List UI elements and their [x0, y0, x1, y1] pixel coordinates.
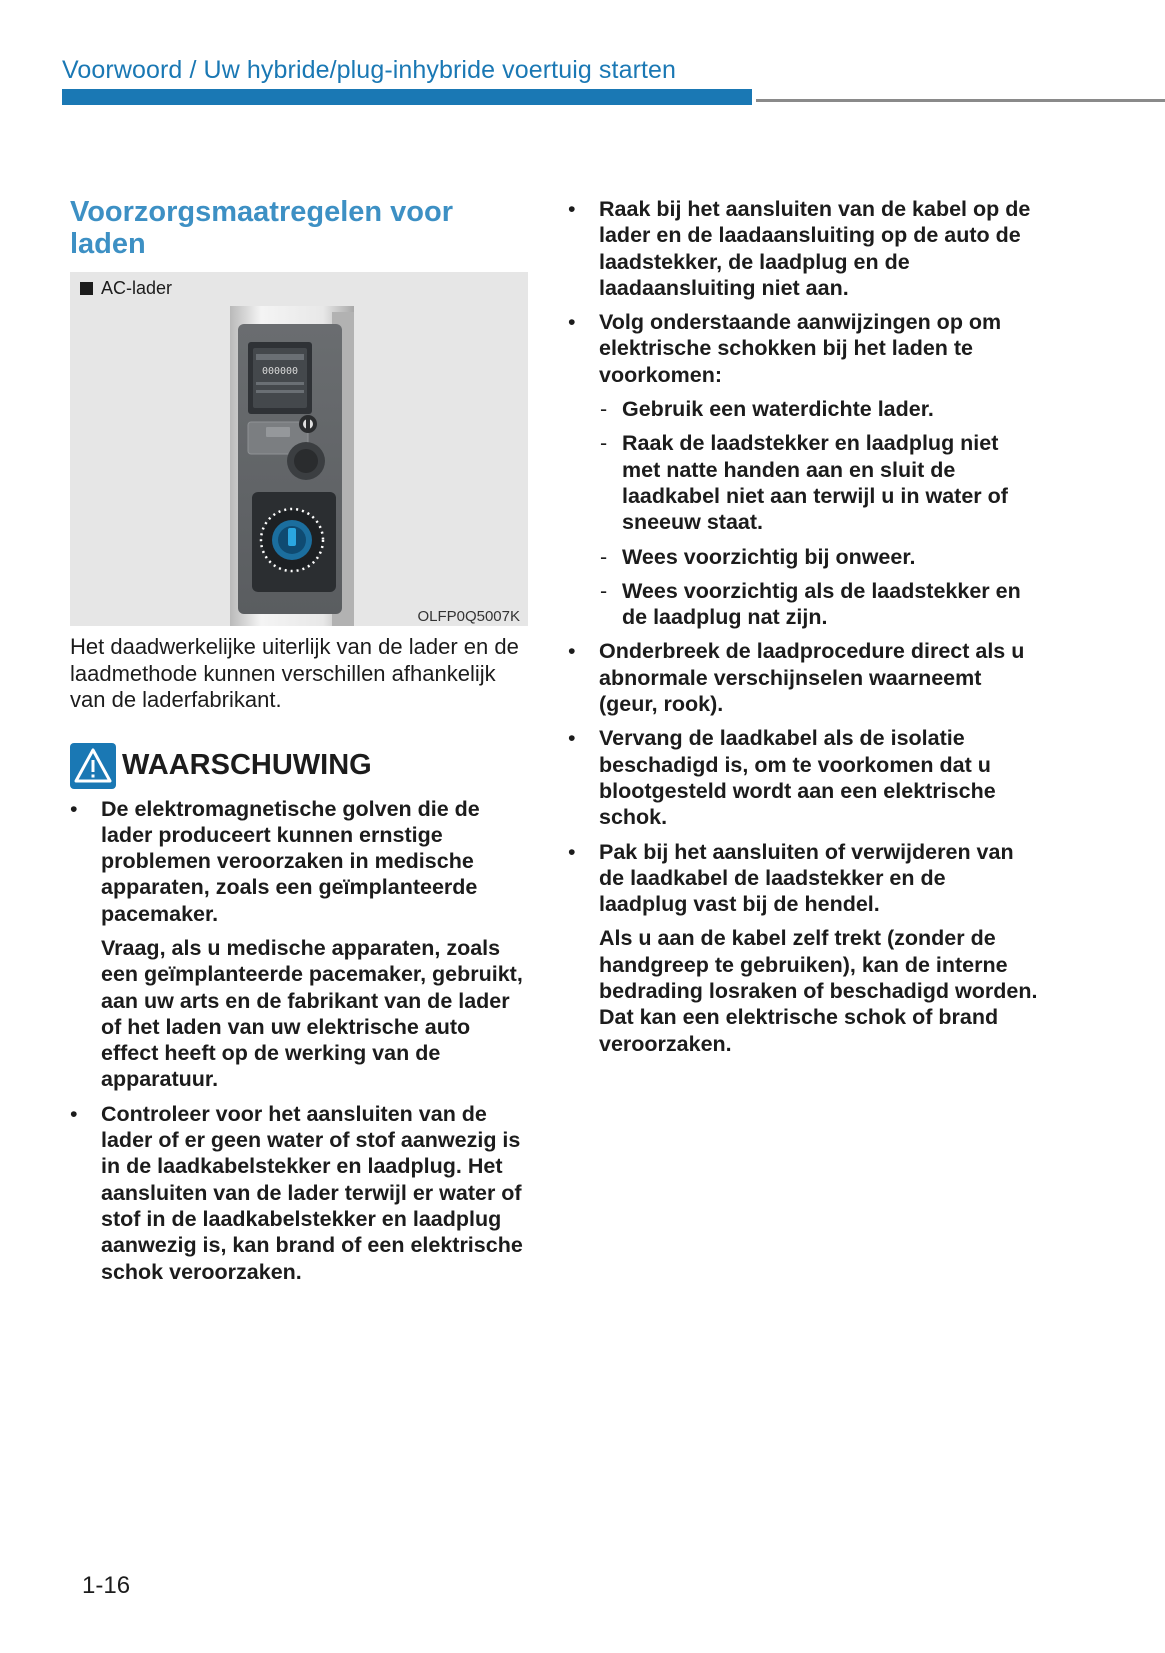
warning-item	[568, 196, 1038, 301]
warning-triangle-icon	[70, 743, 116, 789]
right-column	[568, 196, 1038, 1057]
warning-paragraph: • Raak bij het aansluiten van de kabel op de lader en de laadaansluiting op de auto de laadstekker, de laadplug en de laadaansluiting niet aan.	[599, 197, 1031, 300]
header-bar	[62, 89, 752, 105]
warning-list-right	[568, 196, 1038, 1057]
warning-item	[568, 309, 1038, 630]
warning-list-left	[70, 796, 530, 1285]
warning-paragraph: Als u aan de kabel zelf trekt (zonder de handgreep te gebruiken), kan de interne bedrading losraken of beschadigd worden. Dat kan een elektrische schok of brand veroorzaken.	[599, 926, 1038, 1056]
warning-paragraph: • Vervang de laadkabel als de isolatie beschadigd is, om te voorkomen dat u blootgesteld wordt aan een elektrische schok.	[599, 726, 996, 830]
charger-figure	[70, 272, 528, 626]
warning-paragraph: Vraag, als u medische apparaten, zoals een geïmplanteerde pacemaker, gebruikt, aan uw arts en de fabrikant van de lader of het laden van uw elektrische auto effect heeft op de werking van de apparatuur.	[101, 935, 523, 1092]
warning-paragraph: • De elektromagnetische golven die de lader produceert kunnen ernstige problemen veroorzaken in medische apparaten, zoals een geïmplanteerde pacemaker.	[101, 796, 480, 926]
warning-paragraph: • Controleer voor het aansluiten van de lader of er geen water of stof aanwezig is in de laadkabelstekker en laadplug. Het aansluiten van de lader terwijl er water of stof in de laadkabelstekker en laadplug aanwezig is, kan brand of een elektrische schok veroorzaken.	[101, 1101, 523, 1284]
warning-sublist	[599, 396, 1038, 630]
warning-paragraph: • Pak bij het aansluiten of verwijderen van de laadkabel de laadstekker en de laadplug vast bij de hendel.	[599, 839, 1014, 917]
warning-paragraph: • Volg onderstaande aanwijzingen op om elektrische schokken bij het laden te voorkomen:	[599, 310, 1002, 387]
warning-item	[70, 1101, 530, 1285]
display-digits: 000000	[261, 366, 299, 377]
header-rule	[756, 99, 1165, 102]
warning-header	[70, 742, 530, 790]
warning-paragraph: • Onderbreek de laadprocedure direct als u abnormale verschijnselen waarneemt (geur, rook).	[599, 639, 1025, 717]
left-column	[70, 196, 530, 1285]
warning-item	[568, 839, 1038, 1057]
warning-title: WAARSCHUWING	[122, 749, 372, 781]
warning-subitem: - Wees voorzichtig bij onweer.	[599, 544, 1038, 570]
section-title: Voorzorgsmaatregelen voor laden	[70, 196, 454, 260]
page-number: 1-16	[82, 1572, 131, 1599]
caption-square-icon	[80, 282, 93, 295]
figure-note: Het daadwerkelijke uiterlijk van de lader en de laadmethode kunnen verschillen afhankelijk van de laderfabrikant.	[70, 634, 519, 712]
figure-caption	[80, 278, 172, 299]
figure-code: OLFP0Q5007K	[417, 608, 520, 625]
warning-item	[568, 725, 1038, 830]
warning-subitem: - Gebruik een waterdichte lader.	[599, 396, 1038, 422]
warning-item	[70, 796, 530, 1093]
warning-subitem: - Wees voorzichtig als de laadstekker en de laadplug nat zijn.	[599, 578, 1038, 631]
figure-caption-text: AC-lader	[101, 278, 173, 298]
warning-subitem: - Raak de laadstekker en laadplug niet met natte handen aan en sluit de laadkabel niet aan terwijl u in water of sneeuw staat.	[599, 430, 1038, 535]
ac-charger-illustration	[70, 272, 528, 626]
warning-item	[568, 638, 1038, 717]
header-breadcrumb: Voorwoord / Uw hybride/plug-inhybride voertuig starten	[62, 56, 677, 84]
